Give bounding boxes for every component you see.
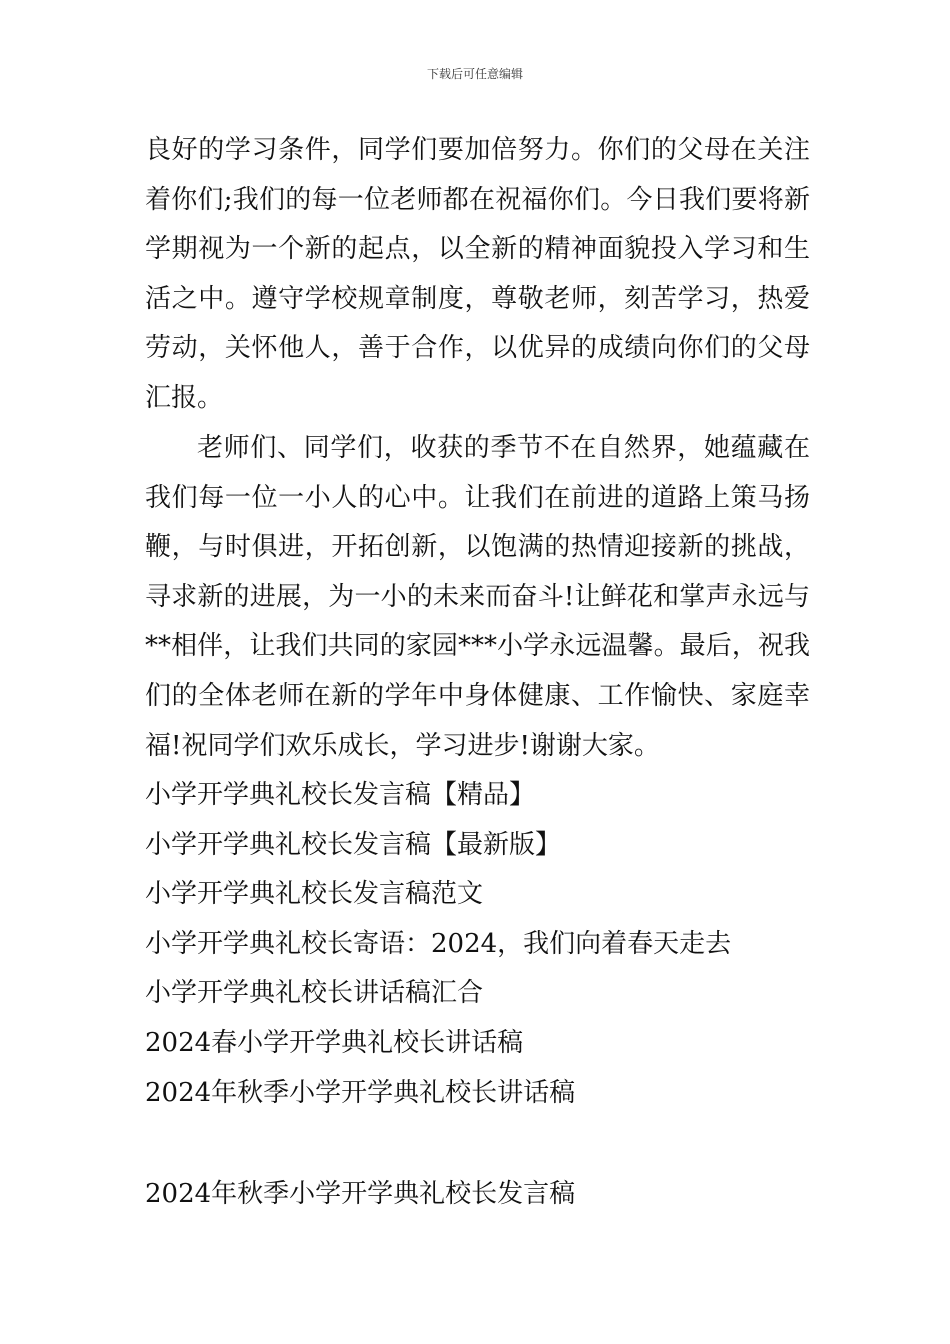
related-title-item: 小学开学典礼校长讲话稿汇合 [145, 978, 484, 1009]
related-title-item: 小学开学典礼校长发言稿【精品】 [145, 780, 536, 810]
body-paragraph-1: 良好的学习条件，同学们要加倍努力。你们的父母在关注着你们;我们的每一位老师都在祝福你们。今日我们要将新学期视为一个新的起点，以全新的精神面貌投入学习和生活之中。遵守学校规章制度，尊敬老师，刻苦学习，热爱劳动，关怀他人，善于合作，以优异的成绩向你们的父母汇报。 [145, 135, 810, 413]
next-document-title: 2024年秋季小学开学典礼校长发言稿 [145, 1179, 576, 1209]
related-title-item: 2024年秋季小学开学典礼校长讲话稿 [145, 1077, 576, 1108]
body-paragraph-2: 老师们、同学们，收获的季节不在自然界，她蕴藏在我们每一位一小人的心中。让我们在前进的道路上策马扬鞭，与时俱进，开拓创新，以饱满的热情迎接新的挑战，寻求新的进展，为一小的未来而奋斗!让鲜花和掌声永远与**相伴，让我们共同的家园***小学永远温馨。最后，祝我们的全体老师在新的学年中身体健康、工作愉快、家庭幸福!祝同学们欢乐成长，学习进步!谢谢大家。 [145, 433, 810, 761]
related-title-item: 小学开学典礼校长发言稿范文 [145, 879, 484, 910]
header-note: 下载后可任意编辑 [426, 67, 523, 81]
related-titles-list [145, 771, 810, 1118]
related-title-item: 小学开学典礼校长寄语：2024，我们向着春天走去 [145, 928, 732, 959]
related-title-item: 2024春小学开学典礼校长讲话稿 [145, 1027, 524, 1058]
related-title-item: 小学开学典礼校长发言稿【最新版】 [145, 829, 562, 860]
